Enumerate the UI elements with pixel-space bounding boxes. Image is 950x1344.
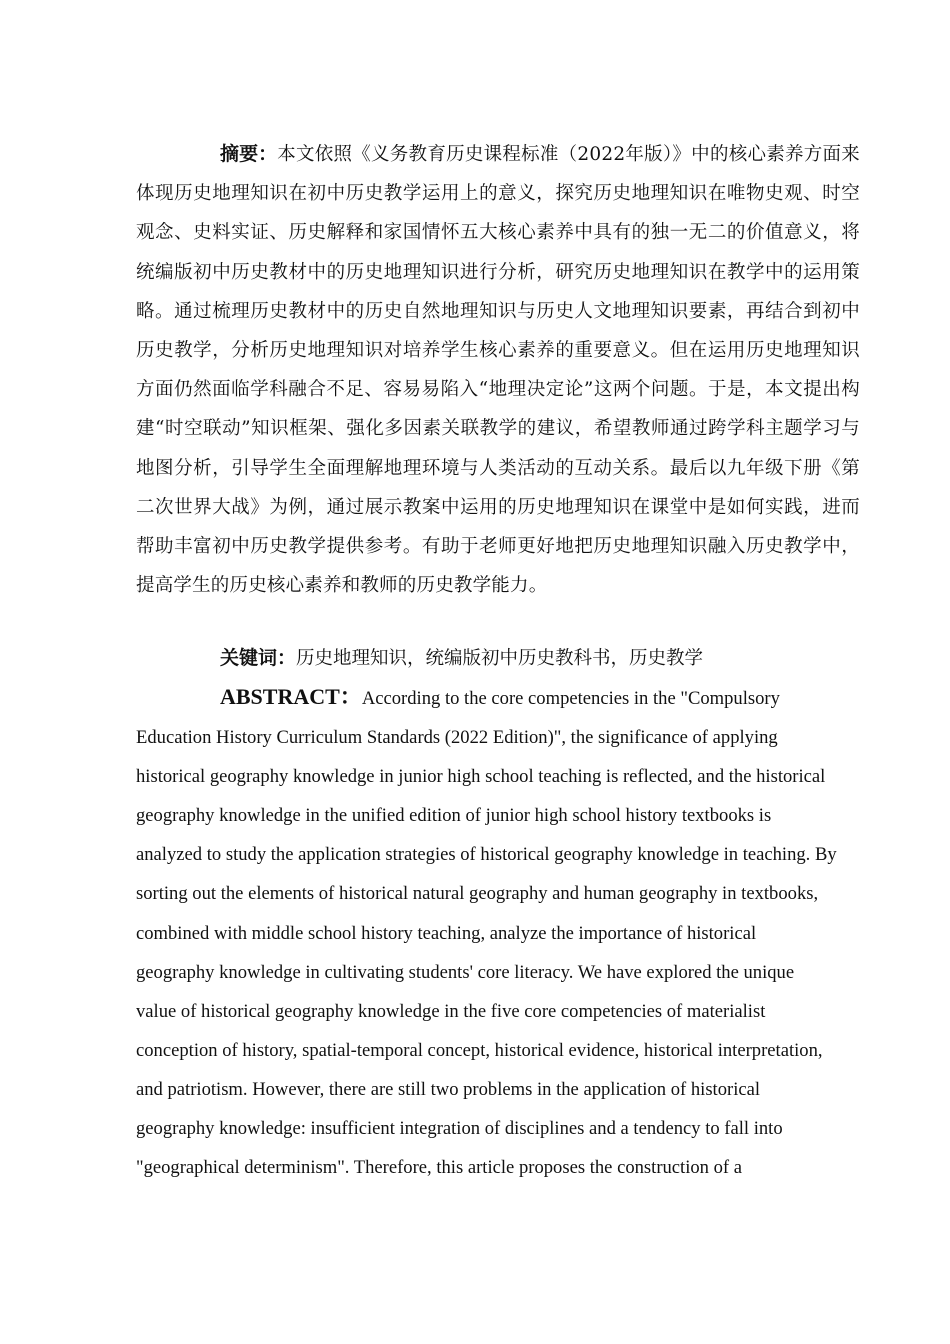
chinese-abstract-text: 本文依照《义务教育历史课程标准（2022年版）》中的核心素养方面来体现历史地理知识在初中历史教学运用上的意义，探究历史地理知识在唯物史观、时空观念、史料实证、历史解释和家国情怀五大核心素养中具有的独一无二的价值意义，将统编版初中历史教材中的历史地理知识进行分析，研究历史地理知识在教学中的运用策略。通过梳理历史教材中的历史自然地理知识与历史人文地理知识要素，再结合到初中历史教学，分析历史地理知识对培养学生核心素养的重要意义。但在运用历史地理知识方面仍然面临学科融合不足、容易易陷入“地理决定论”这两个问题。于是，本文提出构建“时空联动”知识框架、强化多因素关联教学的建议，希望教师通过跨学科主题学习与地图分析，引导学生全面理解地理环境与人类活动的互动关系。最后以九年级下册《第二次世界大战》为例，通过展示教案中运用的历史地理知识在课堂中是如何实践，进而帮助丰富初中历史教学提供参考。有助于老师更好地把历史地理知识融入历史教学中，提高学生的历史核心素养和教师的历史教学能力。 xyxy=(136,144,860,597)
english-abstract-line: and patriotism. However, there are still two problems in the application of historical xyxy=(136,1078,761,1100)
english-abstract-line: analyzed to study the application strategies of historical geography knowledge in teaching. By xyxy=(136,844,837,866)
chinese-abstract xyxy=(136,135,860,605)
english-abstract-text: According to the core competencies in the "Compulsory xyxy=(361,688,780,709)
english-abstract-line: conception of history, spatial-temporal concept, historical evidence, historical interpretation, xyxy=(136,1039,823,1061)
english-abstract-line: combined with middle school history teaching, analyze the importance of historical xyxy=(136,922,757,944)
english-abstract-line: Education History Curriculum Standards (2022 Edition)", the significance of applying xyxy=(136,727,778,749)
english-abstract-line xyxy=(136,677,860,718)
english-abstract-line: geography knowledge in cultivating students' core literacy. We have explored the unique xyxy=(136,961,795,983)
english-abstract-line: geography knowledge in the unified edition of junior high school history textbooks is xyxy=(136,805,772,827)
chinese-abstract-label: 摘要： xyxy=(220,143,278,165)
english-abstract-line: geography knowledge: insufficient integration of disciplines and a tendency to fall into xyxy=(136,1118,783,1140)
chinese-keywords-text: 历史地理知识，统编版初中历史教科书，历史教学 xyxy=(296,648,704,669)
chinese-keywords-label: 关键词： xyxy=(220,647,297,669)
english-abstract-line: sorting out the elements of historical natural geography and human geography in textbooks, xyxy=(136,883,819,905)
chinese-keywords xyxy=(136,642,860,675)
english-abstract xyxy=(136,677,860,1187)
english-abstract-line: value of historical geography knowledge in the five core competencies of materialist xyxy=(136,1000,766,1022)
english-abstract-line: historical geography knowledge in junior high school teaching is reflected, and the historical xyxy=(136,766,826,788)
english-abstract-line: "geographical determinism". Therefore, this article proposes the construction of a xyxy=(136,1157,743,1179)
english-abstract-label: ABSTRACT： xyxy=(220,684,362,709)
